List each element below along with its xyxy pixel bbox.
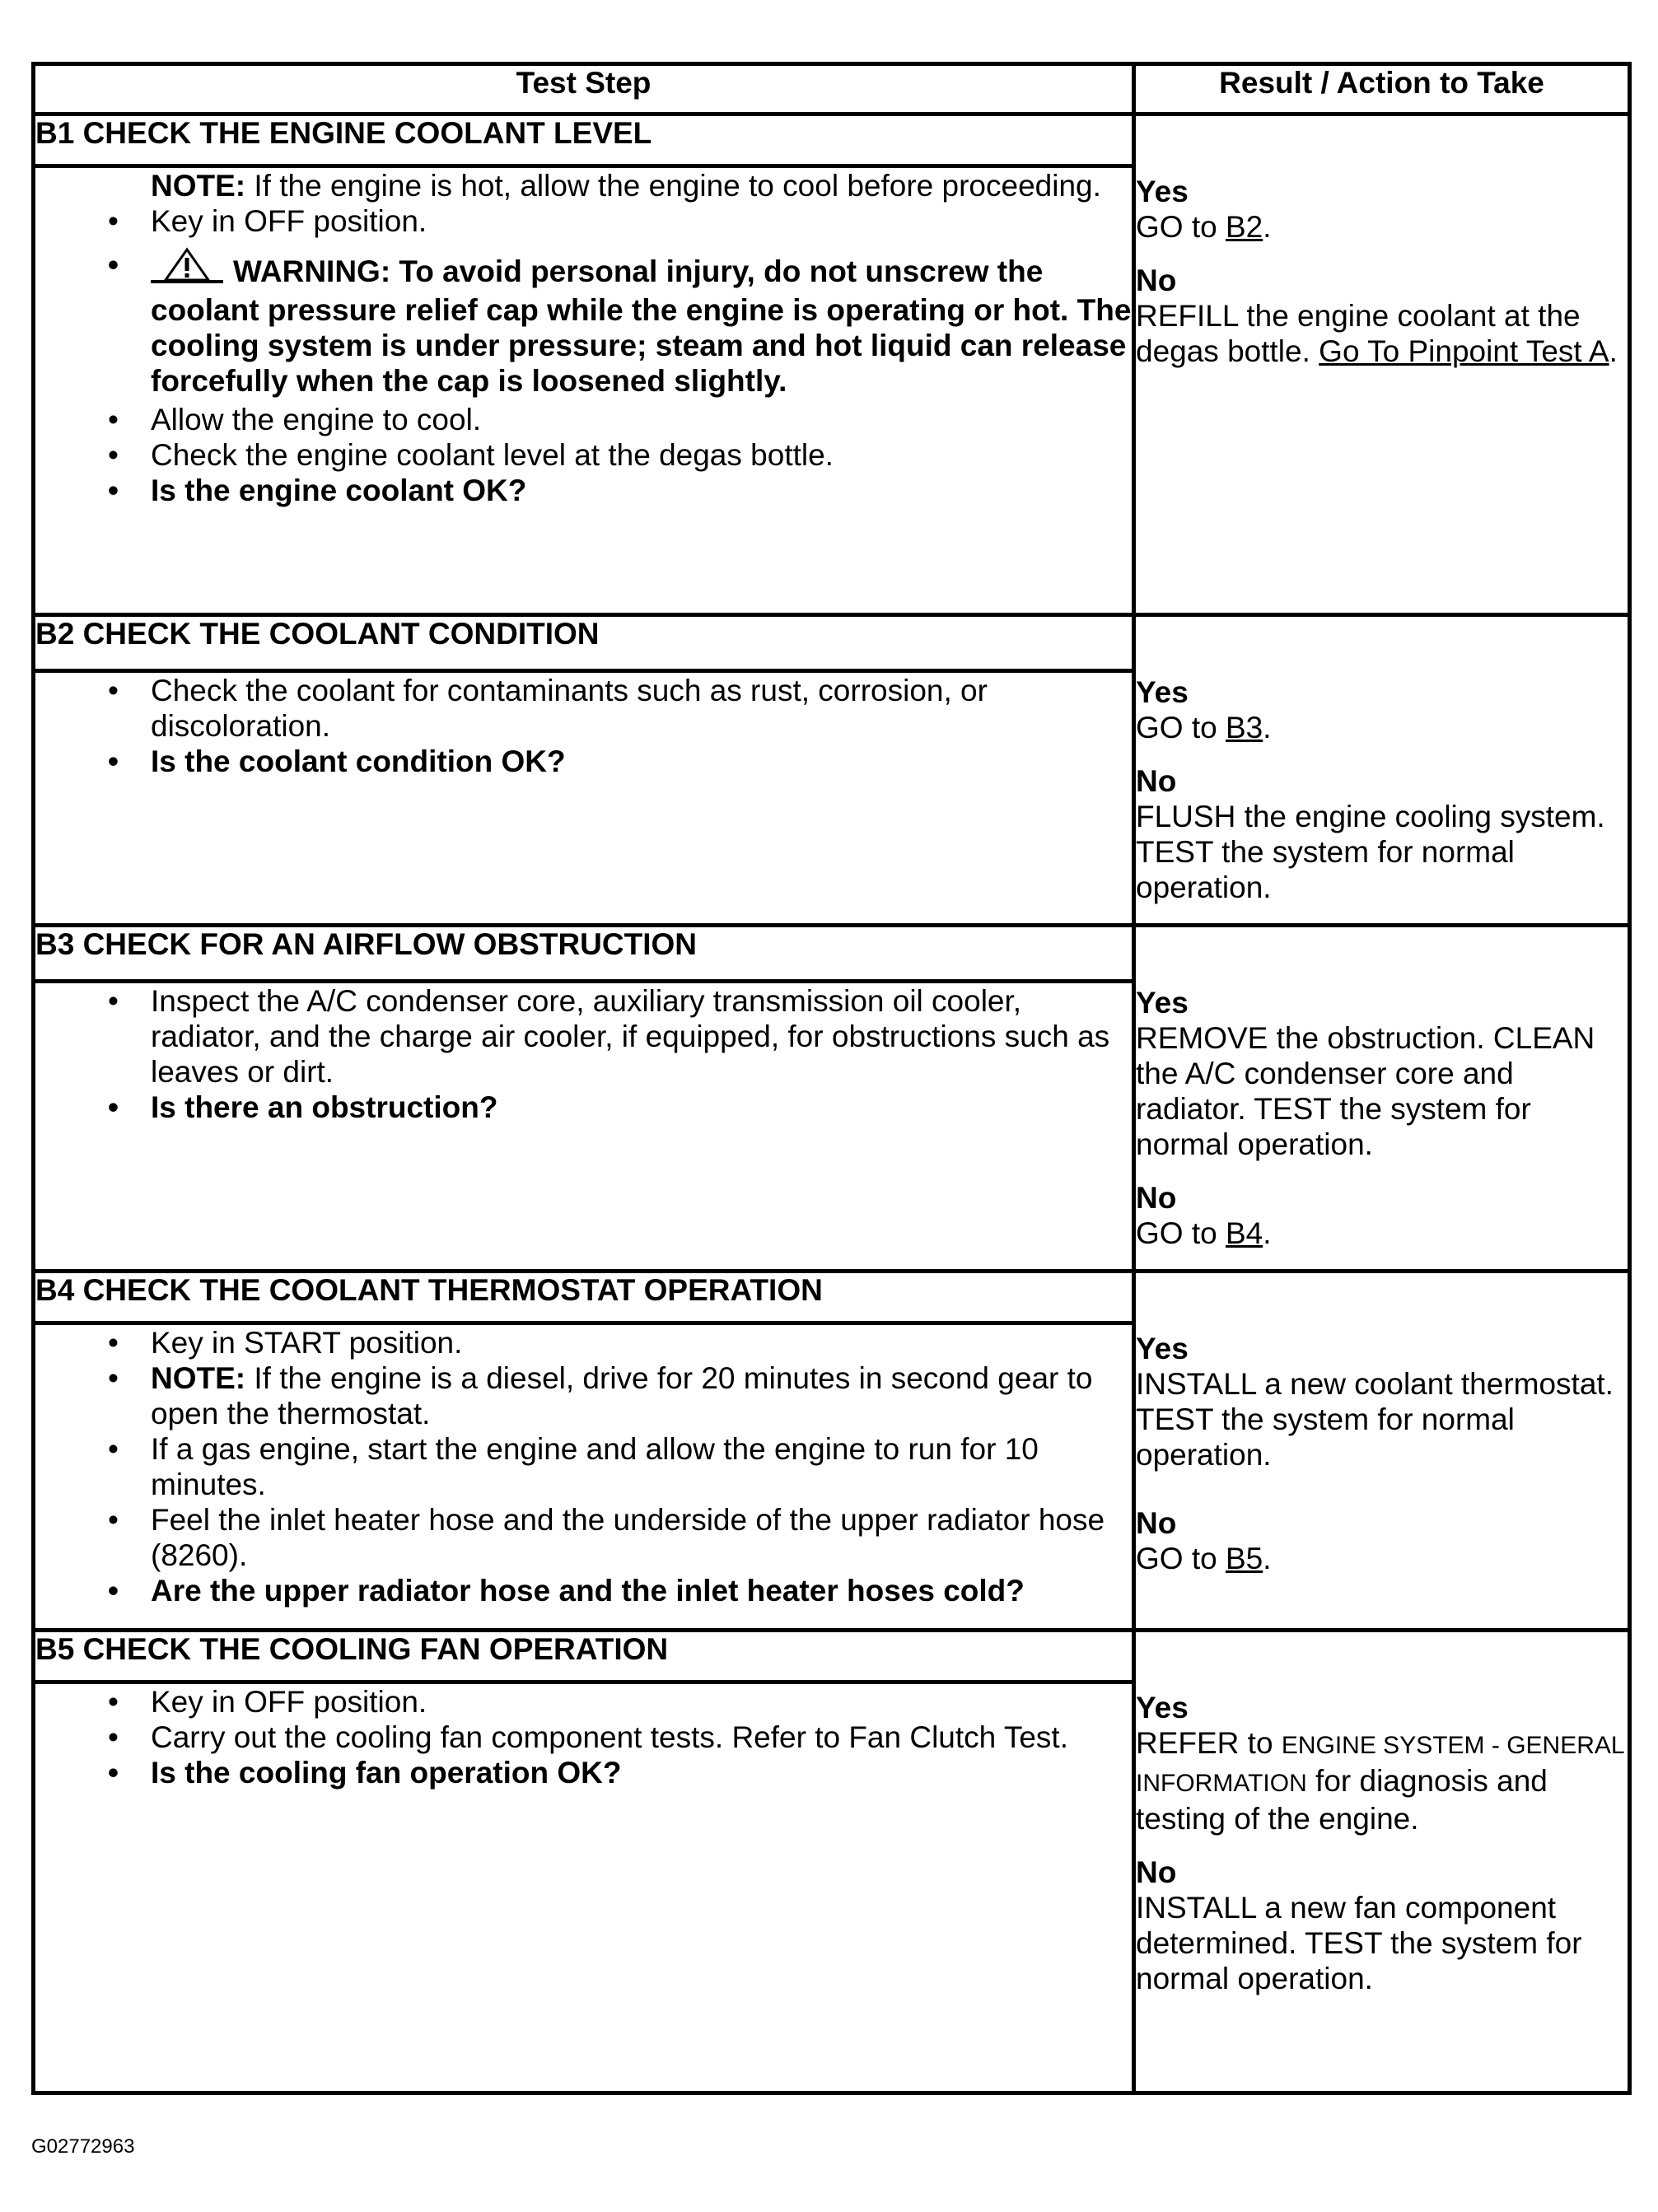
no-text: INSTALL a new fan component determined. TEST the system for normal operation. <box>1136 1891 1582 1995</box>
warning-text: WARNING: To avoid personal injury, do not unscrew the coolant pressure relief cap while the engine is operating or hot. The cooling system is under pressure; steam and hot liquid can release forcefully when the cap is loosened slightly. <box>151 254 1132 398</box>
step-b5-body <box>34 1682 1134 2093</box>
warning-triangle-icon <box>151 247 223 292</box>
result-no <box>1136 263 1628 369</box>
list-item: • Allow the engine to cool. <box>151 402 1132 437</box>
yes-text: GO to <box>1136 711 1226 744</box>
step-b5-title: B5 CHECK THE COOLING FAN OPERATION <box>34 1631 1134 1682</box>
note-label: NOTE: <box>151 1361 246 1395</box>
step-question: • Is the cooling fan operation OK? <box>151 1755 1132 1790</box>
step-b1-body <box>34 166 1134 615</box>
step-b4-body <box>34 1323 1134 1631</box>
yes-text: REFER to <box>1136 1726 1282 1760</box>
link-b3[interactable]: B3 <box>1225 711 1263 744</box>
step-question: • Is there an obstruction? <box>151 1090 1132 1125</box>
yes-label: Yes <box>1136 1691 1189 1724</box>
no-text: REFILL the engine coolant at the degas bottle. <box>1136 299 1581 368</box>
no-text: GO to <box>1136 1542 1226 1575</box>
step-b1-title: B1 CHECK THE ENGINE COOLANT LEVEL <box>34 114 1134 166</box>
list-item: • Check the engine coolant level at the degas bottle. <box>151 437 1132 473</box>
no-suffix: . <box>1263 1216 1272 1250</box>
step-b2-title: B2 CHECK THE COOLANT CONDITION <box>34 615 1134 671</box>
link-pinpoint-test-a[interactable]: Go To Pinpoint Test A <box>1319 334 1609 368</box>
list-item: • Key in OFF position. <box>151 1684 1132 1720</box>
list-item: • Key in START position. <box>151 1325 1132 1360</box>
no-text: FLUSH the engine cooling system. TEST the system for normal operation. <box>1136 800 1605 904</box>
step-b4-title-row <box>34 1272 1630 1323</box>
no-label: No <box>1136 1506 1177 1540</box>
result-yes <box>1136 1690 1628 1836</box>
note-item <box>151 168 1132 203</box>
no-text: GO to <box>1136 1216 1226 1250</box>
yes-label: Yes <box>1136 675 1189 709</box>
no-suffix: . <box>1263 1542 1272 1575</box>
warning-item <box>151 247 1132 399</box>
step-b5-result <box>1134 1631 1630 2093</box>
step-b5-title-row <box>34 1631 1630 1682</box>
step-question: • Is the engine coolant OK? <box>151 473 1132 508</box>
note-text: If the engine is a diesel, drive for 20 minutes in second gear to open the thermostat. <box>151 1361 1093 1430</box>
yes-suffix: for diagnosis and testing of the engine. <box>1136 1764 1548 1836</box>
list-item: • Inspect the A/C condenser core, auxiliary transmission oil cooler, radiator, and the charge air cooler, if equipped, for obstructions such as leaves or dirt. <box>151 983 1132 1090</box>
step-b2-body <box>34 670 1134 925</box>
step-b3-result <box>1134 926 1630 1272</box>
figure-id: G02772963 <box>31 2135 135 2158</box>
header-result-action: Result / Action to Take <box>1134 64 1630 114</box>
yes-label: Yes <box>1136 986 1189 1020</box>
yes-text: REMOVE the obstruction. CLEAN the A/C condenser core and radiator. TEST the system for normal operation. <box>1136 1021 1595 1161</box>
result-no <box>1136 1505 1628 1576</box>
note-item <box>151 1360 1132 1431</box>
list-item: • Check the coolant for contaminants such as rust, corrosion, or discoloration. <box>151 673 1132 744</box>
step-b4-title: B4 CHECK THE COOLANT THERMOSTAT OPERATION <box>34 1272 1134 1323</box>
list-item: • Carry out the cooling fan component tests. Refer to Fan Clutch Test. <box>151 1720 1132 1755</box>
diagnostic-table <box>31 62 1632 2095</box>
no-label: No <box>1136 764 1177 798</box>
yes-suffix: . <box>1263 210 1272 244</box>
list-item: • Feel the inlet heater hose and the underside of the upper radiator hose (8260). <box>151 1502 1132 1573</box>
list-item: • Key in OFF position. <box>151 203 1132 239</box>
yes-text: INSTALL a new coolant thermostat. TEST the system for normal operation. <box>1136 1367 1614 1472</box>
result-no <box>1136 1180 1628 1251</box>
link-b5[interactable]: B5 <box>1225 1542 1263 1575</box>
yes-suffix: . <box>1263 711 1272 744</box>
result-yes <box>1136 1331 1628 1472</box>
table-header-row <box>34 64 1630 114</box>
no-label: No <box>1136 1181 1177 1215</box>
note-label: NOTE: <box>151 169 246 203</box>
yes-label: Yes <box>1136 175 1189 208</box>
no-label: No <box>1136 264 1177 297</box>
result-no <box>1136 763 1628 905</box>
step-b4-result <box>1134 1272 1630 1631</box>
result-yes <box>1136 674 1628 745</box>
step-question: • Are the upper radiator hose and the inlet heater hoses cold? <box>151 1573 1132 1608</box>
link-b4[interactable]: B4 <box>1225 1216 1263 1250</box>
step-b2-result <box>1134 615 1630 926</box>
result-yes <box>1136 985 1628 1162</box>
step-b3-title: B3 CHECK FOR AN AIRFLOW OBSTRUCTION <box>34 926 1134 982</box>
step-b1-title-row <box>34 114 1630 166</box>
step-b3-body <box>34 981 1134 1271</box>
list-item: • If a gas engine, start the engine and allow the engine to run for 10 minutes. <box>151 1431 1132 1502</box>
yes-text: GO to <box>1136 210 1226 244</box>
link-b2[interactable]: B2 <box>1225 210 1263 244</box>
step-b1-result <box>1134 114 1630 615</box>
step-b2-title-row <box>34 615 1630 671</box>
reference-engine-system[interactable]: ENGINE SYSTEM - GENERAL INFORMATION <box>1136 1732 1624 1797</box>
note-text: If the engine is hot, allow the engine to cool before proceeding. <box>245 169 1101 203</box>
result-yes <box>1136 174 1628 245</box>
no-suffix: . <box>1609 334 1618 368</box>
header-test-step: Test Step <box>34 64 1134 114</box>
yes-label: Yes <box>1136 1332 1189 1365</box>
no-label: No <box>1136 1855 1177 1889</box>
step-b3-title-row <box>34 926 1630 982</box>
result-no <box>1136 1855 1628 1996</box>
step-question: • Is the coolant condition OK? <box>151 744 1132 779</box>
